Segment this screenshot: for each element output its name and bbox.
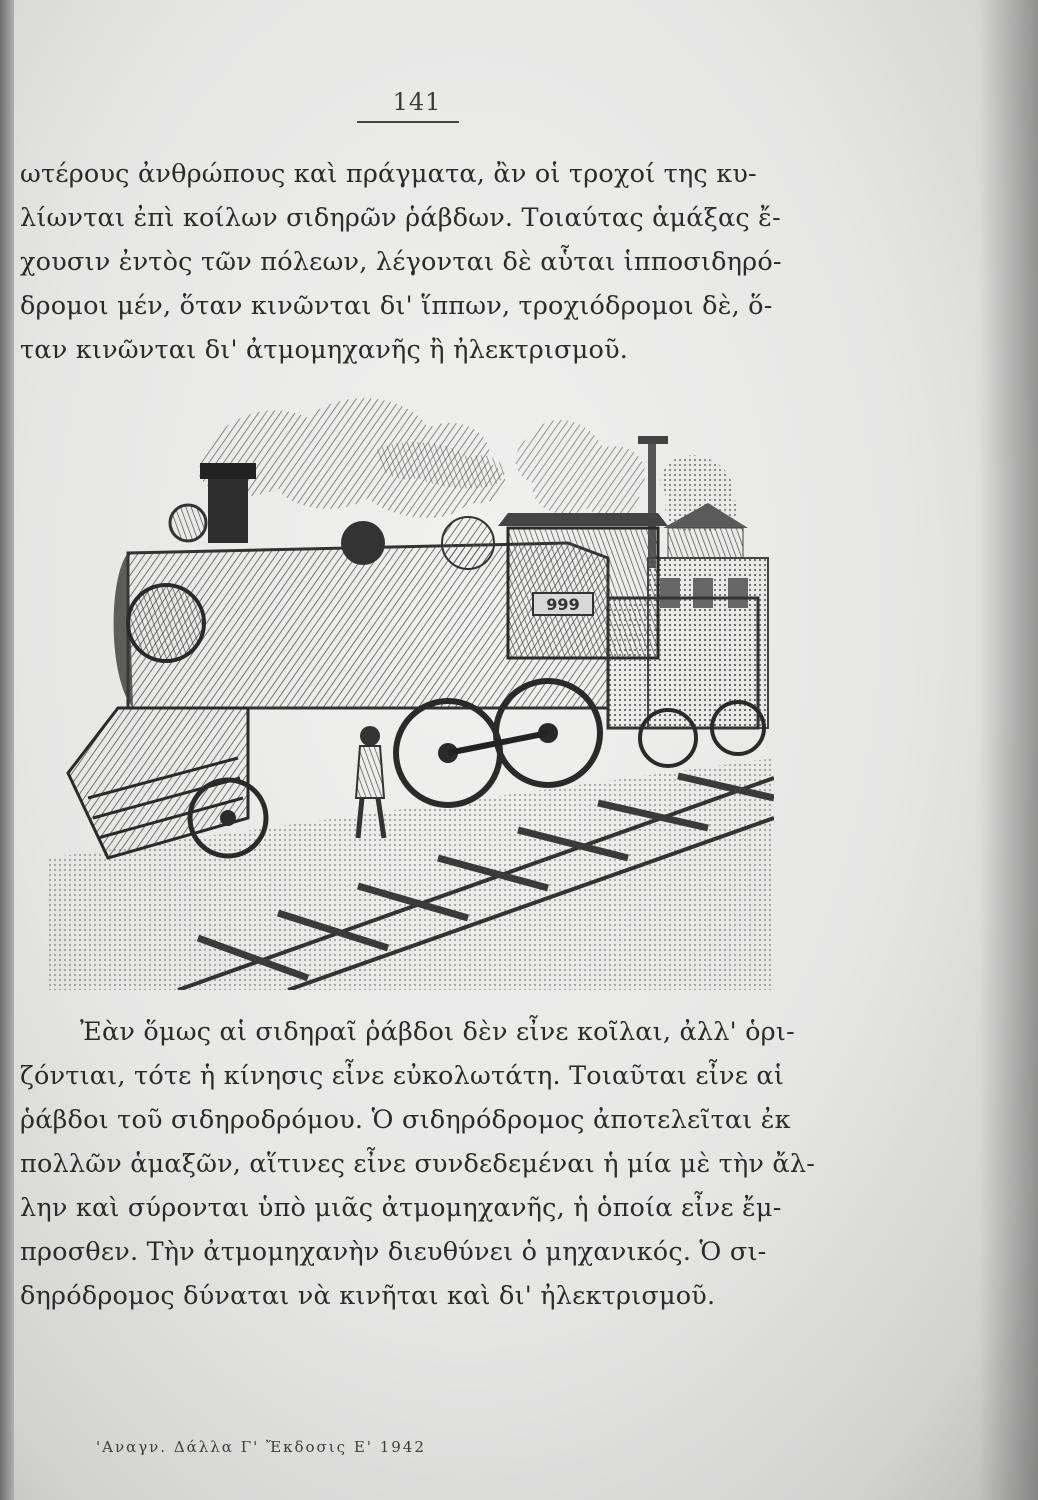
paragraph-1 [20, 152, 780, 372]
text-line: χουσιν ἐντὸς τῶν πόλεων, λέγονται δὲ αὗται ἱπποσιδηρό- [20, 247, 782, 277]
locomotive-illustration [48, 378, 774, 990]
text-line: Ἐὰν ὅμως αἱ σιδηραῖ ῥάβδοι δὲν εἶνε κοῖλαι, ἀλλ' ὁρι- [80, 1017, 795, 1047]
page-number-rule [357, 121, 459, 123]
text-line: λίωνται ἐπὶ κοίλων σιδηρῶν ῥάβδων. Τοιαύτας ἁμάξας ἔ- [20, 203, 781, 233]
paragraph-2 [20, 1010, 816, 1318]
text-line: λην καὶ σύρονται ὑπὸ μιᾶς ἀτμομηχανῆς, ἡ ὁποία εἶνε ἔμ- [20, 1193, 782, 1223]
text-line: ῥάβδοι τοῦ σιδηροδρόμου. Ὁ σιδηρόδρομος ἀποτελεῖται ἐκ [20, 1105, 791, 1135]
text-line: ζόντιαι, τότε ἡ κίνησις εἶνε εὐκολωτάτη. Τοιαῦται εἶνε αἱ [20, 1061, 785, 1091]
text-line: πολλῶν ἁμαξῶν, αἵτινες εἶνε συνδεδεμέναι ἡ μία μὲ τὴν ἄλ- [20, 1149, 816, 1179]
text-line: ωτέρους ἀνθρώπους καὶ πράγματα, ἂν οἱ τροχοί της κυ- [20, 159, 757, 189]
text-line: προσθεν. Τὴν ἀτμομηχανὴν διευθύνει ὁ μηχανικός. Ὁ σι- [20, 1237, 767, 1267]
text-line: ταν κινῶνται δι' ἀτμομηχανῆς ἢ ἠλεκτρισμοῦ. [20, 335, 629, 365]
text-line: δρομοι μέν, ὅταν κινῶνται δι' ἵππων, τροχιόδρομοι δὲ, ὅ- [20, 291, 773, 321]
page-edge-shadow-right [978, 0, 1038, 1500]
page-edge-shadow [0, 0, 14, 1500]
footer-signature: 'Αναγν. Δάλλα Γ' Ἔκδοσις Ε' 1942 [96, 1438, 426, 1456]
page-number: 141 [392, 88, 442, 116]
text-line: δηρόδρομος δύναται νὰ κινῆται καὶ δι' ἠλεκτρισμοῦ. [20, 1281, 716, 1311]
locomotive-number: 999 [546, 595, 580, 614]
